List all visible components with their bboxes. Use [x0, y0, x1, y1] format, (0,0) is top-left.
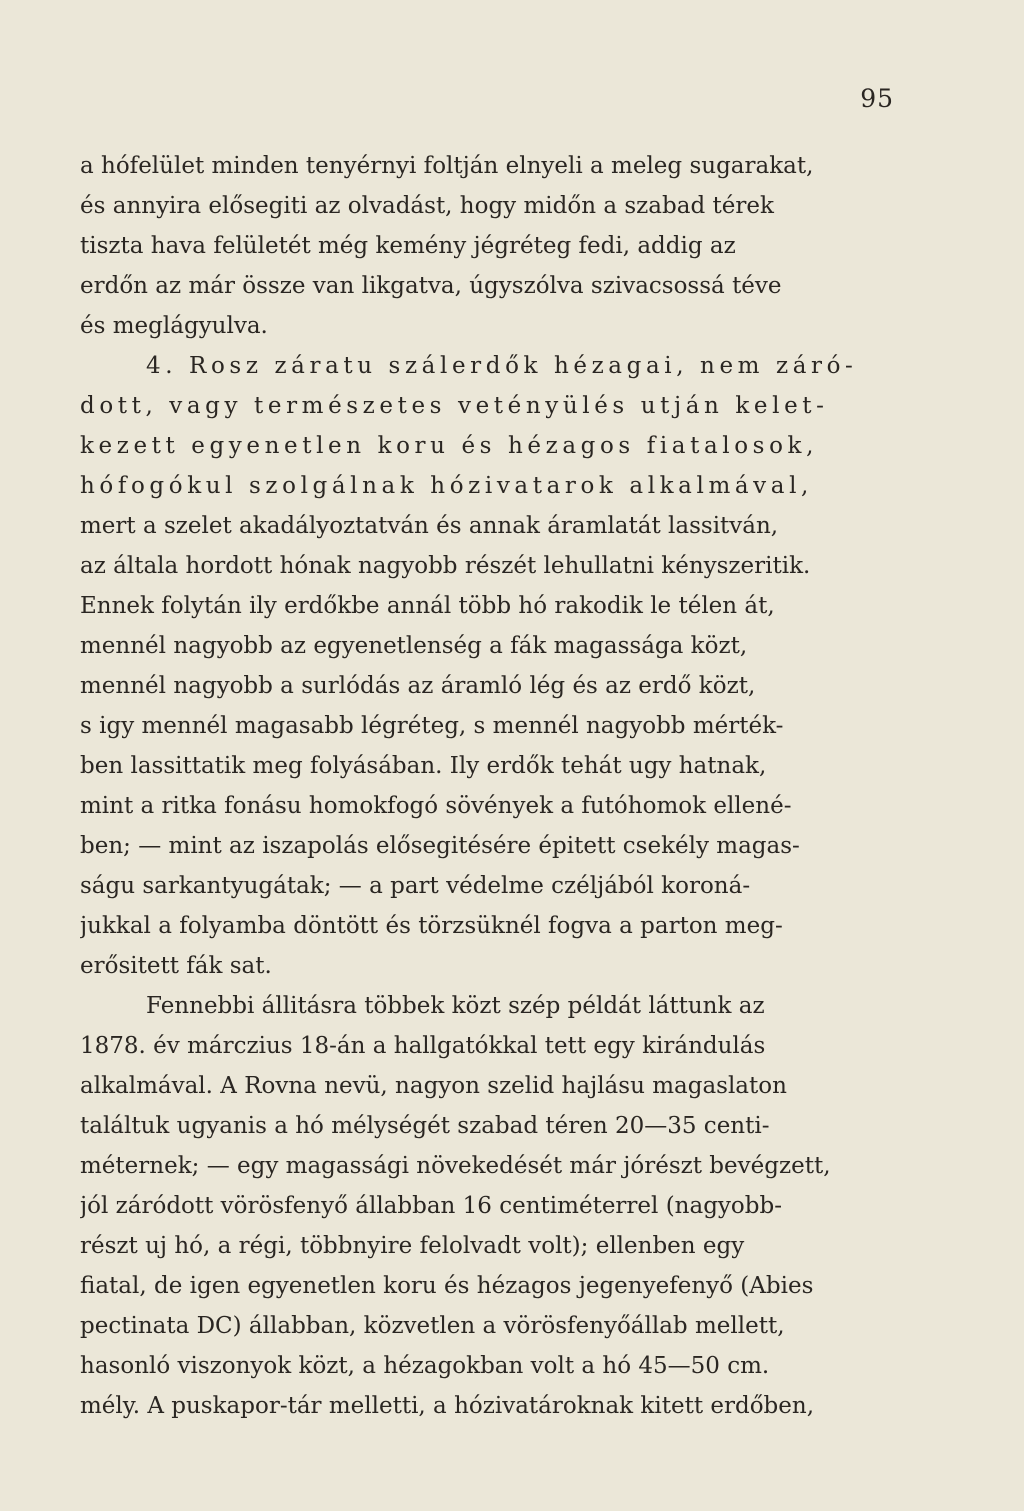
- text-line: tiszta hava felületét még kemény jégréteg fedi, addig az: [80, 233, 736, 259]
- text-line: hasonló viszonyok közt, a hézagokban volt a hó 45—50 cm.: [80, 1353, 770, 1379]
- text-line: ben; — mint az iszapolás elősegitésére épitett csekély magas-: [80, 833, 800, 859]
- page-number: 95: [860, 84, 894, 113]
- text-line: mint a ritka fonásu homokfogó sövények a futóhomok ellené-: [80, 793, 792, 819]
- section-heading-line: 4. Rosz záratu szálerdők hézagai, nem záró-: [146, 353, 858, 379]
- text-line: mert a szelet akadályoztatván és annak áramlatát lassitván,: [80, 513, 779, 539]
- text-line: jól záródott vörösfenyő állabban 16 centiméterrel (nagyobb-: [80, 1193, 782, 1219]
- text-line: találtuk ugyanis a hó mélységét szabad téren 20—35 centi-: [80, 1113, 770, 1139]
- text-line: mennél nagyobb a surlódás az áramló lég és az erdő közt,: [80, 673, 756, 699]
- text-line: a hófelület minden tenyérnyi foltján elnyeli a meleg sugarakat,: [80, 153, 814, 179]
- text-line: s igy mennél magasabb légréteg, s mennél nagyobb mérték-: [80, 713, 784, 739]
- paragraph-start-line: Fennebbi állitásra többek közt szép példát láttunk az: [146, 993, 765, 1019]
- text-line: alkalmával. A Rovna nevü, nagyon szelid hajlásu magaslaton: [80, 1073, 787, 1099]
- text-line: méternek; — egy magassági növekedését már jórészt bevégzett,: [80, 1153, 831, 1179]
- text-line: az általa hordott hónak nagyobb részét lehullatni kényszeritik.: [80, 553, 811, 579]
- text-line: erősitett fák sat.: [80, 953, 272, 979]
- text-line: mély. A puskapor-tár melletti, a hózivatároknak kitett erdőben,: [80, 1393, 815, 1419]
- text-line: jukkal a folyamba döntött és törzsüknél fogva a parton meg-: [80, 913, 783, 939]
- text-line: részt uj hó, a régi, többnyire felolvadt volt); ellenben egy: [80, 1233, 745, 1259]
- text-line: fiatal, de igen egyenetlen koru és hézagos jegenyefenyő (Abies: [80, 1273, 814, 1299]
- text-line: hófogókul szolgálnak hózivatarok alkalmával,: [80, 473, 813, 499]
- text-line: Ennek folytán ily erdőkbe annál több hó rakodik le télen át,: [80, 593, 775, 619]
- text-line: erdőn az már össze van likgatva, úgyszólva szivacsossá téve: [80, 273, 782, 299]
- text-line: és annyira elősegiti az olvadást, hogy midőn a szabad térek: [80, 193, 774, 219]
- text-line: és meglágyulva.: [80, 313, 268, 339]
- text-line: 1878. év márczius 18-án a hallgatókkal tett egy kirándulás: [80, 1033, 766, 1059]
- text-line: pectinata DC) állabban, közvetlen a vörösfenyőállab mellett,: [80, 1313, 785, 1339]
- text-line: mennél nagyobb az egyenetlenség a fák magassága közt,: [80, 633, 748, 659]
- text-line: dott, vagy természetes vetényülés utján kelet-: [80, 393, 829, 419]
- text-line: ságu sarkantyugátak; — a part védelme czéljából koroná-: [80, 873, 751, 899]
- text-line: kezett egyenetlen koru és hézagos fiatalosok,: [80, 433, 818, 459]
- text-line: ben lassittatik meg folyásában. Ily erdők tehát ugy hatnak,: [80, 753, 767, 779]
